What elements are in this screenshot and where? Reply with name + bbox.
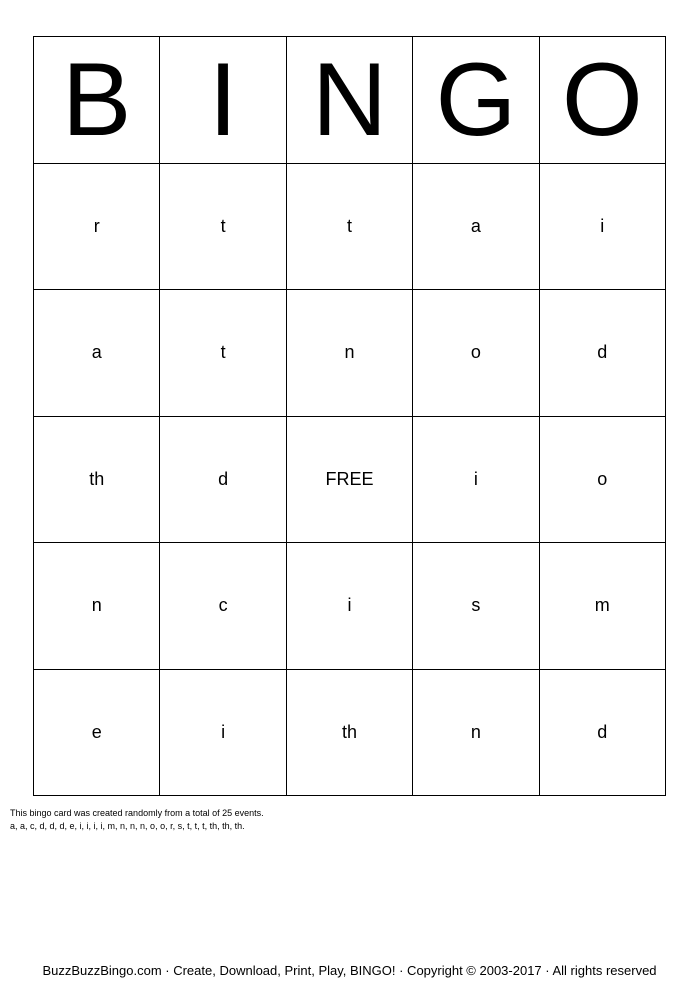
bingo-square: t — [160, 290, 286, 417]
bingo-square: a — [34, 290, 160, 417]
bingo-square: i — [413, 417, 539, 544]
header-letter-i: I — [160, 37, 286, 164]
bingo-square: i — [160, 670, 286, 797]
bingo-square: e — [34, 670, 160, 797]
bingo-square: n — [34, 543, 160, 670]
free-square: FREE — [287, 417, 413, 544]
bingo-card — [33, 36, 666, 796]
bingo-square: c — [160, 543, 286, 670]
header-letter-o: O — [540, 37, 666, 164]
bingo-square: d — [540, 670, 666, 797]
bingo-square: i — [540, 164, 666, 291]
bingo-square: i — [287, 543, 413, 670]
bingo-square: t — [160, 164, 286, 291]
footer-copyright: BuzzBuzzBingo.com · Create, Download, Print, Play, BINGO! · Copyright © 2003-2017 · All rights reserved — [42, 963, 657, 978]
bingo-square: s — [413, 543, 539, 670]
header-letter-b: B — [34, 37, 160, 164]
bingo-square: t — [287, 164, 413, 291]
bingo-square: th — [287, 670, 413, 797]
bingo-square: m — [540, 543, 666, 670]
bingo-square: r — [34, 164, 160, 291]
bingo-square: o — [540, 417, 666, 544]
card-info — [10, 807, 670, 833]
info-event-list: a, a, c, d, d, d, e, i, i, i, i, m, n, n, n, o, o, r, s, t, t, t, th, th, th. — [10, 821, 245, 831]
bingo-square: n — [287, 290, 413, 417]
bingo-square: d — [540, 290, 666, 417]
header-letter-n: N — [287, 37, 413, 164]
bingo-square: n — [413, 670, 539, 797]
bingo-square: th — [34, 417, 160, 544]
bingo-square: o — [413, 290, 539, 417]
info-summary: This bingo card was created randomly from a total of 25 events. — [10, 808, 264, 818]
bingo-square: a — [413, 164, 539, 291]
header-letter-g: G — [413, 37, 539, 164]
bingo-square: d — [160, 417, 286, 544]
